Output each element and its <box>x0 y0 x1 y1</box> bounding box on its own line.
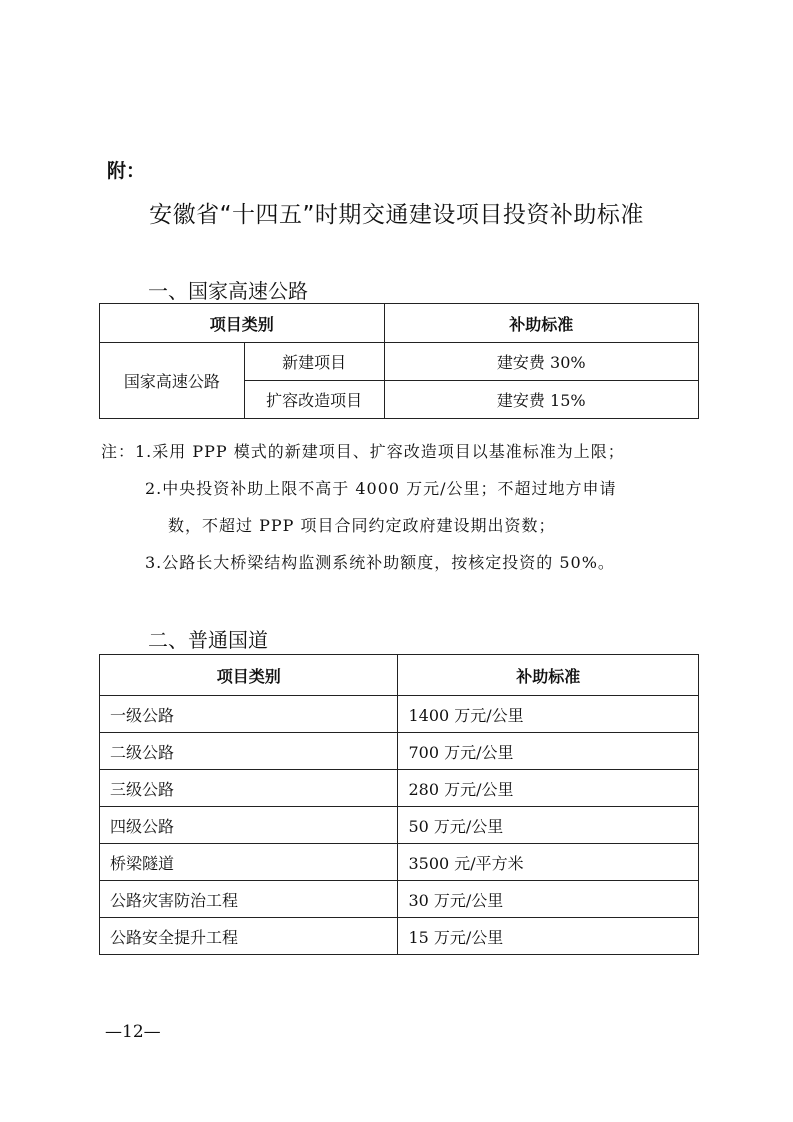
standard-cell: 50 万元/公里 <box>398 807 699 844</box>
header-category: 项目类别 <box>100 304 385 343</box>
table-row <box>100 343 699 381</box>
header-category: 项目类别 <box>100 655 398 696</box>
standard-cell: 30 万元/公里 <box>398 881 699 918</box>
note-line: 数，不超过 PPP 项目合同约定政府建设期出资数； <box>168 516 556 535</box>
standard-cell: 15 万元/公里 <box>398 918 699 955</box>
note-line: 注：1.采用 PPP 模式的新建项目、扩容改造项目以基准标准为上限； <box>101 442 625 461</box>
standard-cell: 280 万元/公里 <box>398 770 699 807</box>
standard-cell: 建安费 30% <box>384 343 698 381</box>
type-cell: 新建项目 <box>244 343 384 381</box>
standard-cell: 建安费 15% <box>384 381 698 419</box>
table-row <box>100 881 699 918</box>
notes <box>101 433 701 581</box>
category-cell: 国家高速公路 <box>100 343 245 419</box>
table-header-row <box>100 304 699 343</box>
type-cell: 二级公路 <box>100 733 398 770</box>
type-cell: 一级公路 <box>100 696 398 733</box>
table-row <box>100 844 699 881</box>
note-line: 2.中央投资补助上限不高于 4000 万元/公里；不超过地方申请 <box>145 479 617 498</box>
table-header-row <box>100 655 699 696</box>
standard-cell: 3500 元/平方米 <box>398 844 699 881</box>
type-cell: 公路灾害防治工程 <box>100 881 398 918</box>
document-title: 安徽省“十四五”时期交通建设项目投资补助标准 <box>149 202 644 228</box>
section2-heading: 二、普通国道 <box>148 628 268 652</box>
table-row <box>100 696 699 733</box>
note-line: 3.公路长大桥梁结构监测系统补助额度，按核定投资的 50%。 <box>145 553 615 572</box>
standard-cell: 1400 万元/公里 <box>398 696 699 733</box>
page-number: —12— <box>105 1022 161 1042</box>
header-standard: 补助标准 <box>398 655 699 696</box>
expressway-subsidy-table <box>99 303 699 419</box>
header-standard: 补助标准 <box>384 304 698 343</box>
type-cell: 三级公路 <box>100 770 398 807</box>
attachment-label: 附： <box>107 160 146 182</box>
type-cell: 四级公路 <box>100 807 398 844</box>
national-road-subsidy-table <box>99 654 699 955</box>
section1-heading: 一、国家高速公路 <box>148 279 308 303</box>
type-cell: 桥梁隧道 <box>100 844 398 881</box>
table-row <box>100 807 699 844</box>
table-row <box>100 918 699 955</box>
type-cell: 扩容改造项目 <box>244 381 384 419</box>
table-row <box>100 770 699 807</box>
table-row <box>100 733 699 770</box>
type-cell: 公路安全提升工程 <box>100 918 398 955</box>
standard-cell: 700 万元/公里 <box>398 733 699 770</box>
